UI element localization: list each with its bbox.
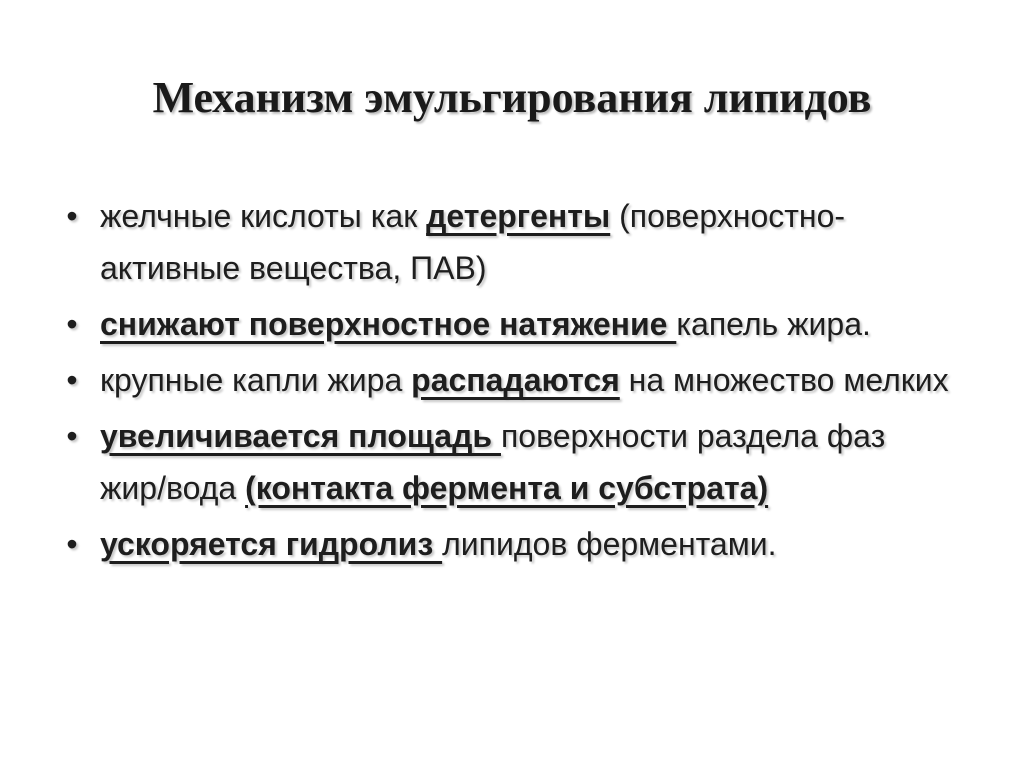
emphasized-term: детергенты [426, 198, 611, 234]
emphasized-term: (контакта фермента и субстрата) [245, 470, 769, 506]
emphasized-term: распадаются [411, 362, 620, 398]
text-segment: капель жира. [676, 306, 871, 342]
text-segment: на множество мелких [619, 362, 949, 398]
bullet-dot: • [66, 418, 78, 454]
emphasized-term: увеличивается площадь [100, 418, 501, 454]
bullet-text [100, 198, 845, 286]
text-segment: крупные капли жира [100, 362, 412, 398]
bullet-item [60, 190, 960, 294]
bullet-item [60, 410, 960, 514]
bullet-dot: • [66, 526, 78, 562]
bullet-dot: • [66, 198, 78, 234]
bullet-dot: • [66, 362, 78, 398]
bullet-dot: • [66, 306, 78, 342]
slide-title: Механизм эмульгирования липидов [152, 73, 872, 122]
text-segment: желчные кислоты как [100, 198, 427, 234]
emphasized-term: снижают поверхностное натяжение [100, 306, 677, 342]
bullet-text [100, 526, 776, 562]
text-segment: липидов ферментами. [442, 526, 777, 562]
bullet-text [100, 306, 871, 342]
text-segment: поверхности раздела фаз жир/вода [100, 418, 886, 506]
bullet-item [60, 298, 960, 350]
bullet-item [60, 518, 960, 570]
bullet-text [100, 418, 885, 506]
emphasized-term: ускоряется гидролиз [100, 526, 443, 562]
bullet-text [100, 362, 949, 398]
bullet-item [60, 354, 960, 406]
text-segment: (поверхностно-активные вещества, ПАВ) [100, 198, 846, 286]
bullet-list [60, 190, 960, 574]
